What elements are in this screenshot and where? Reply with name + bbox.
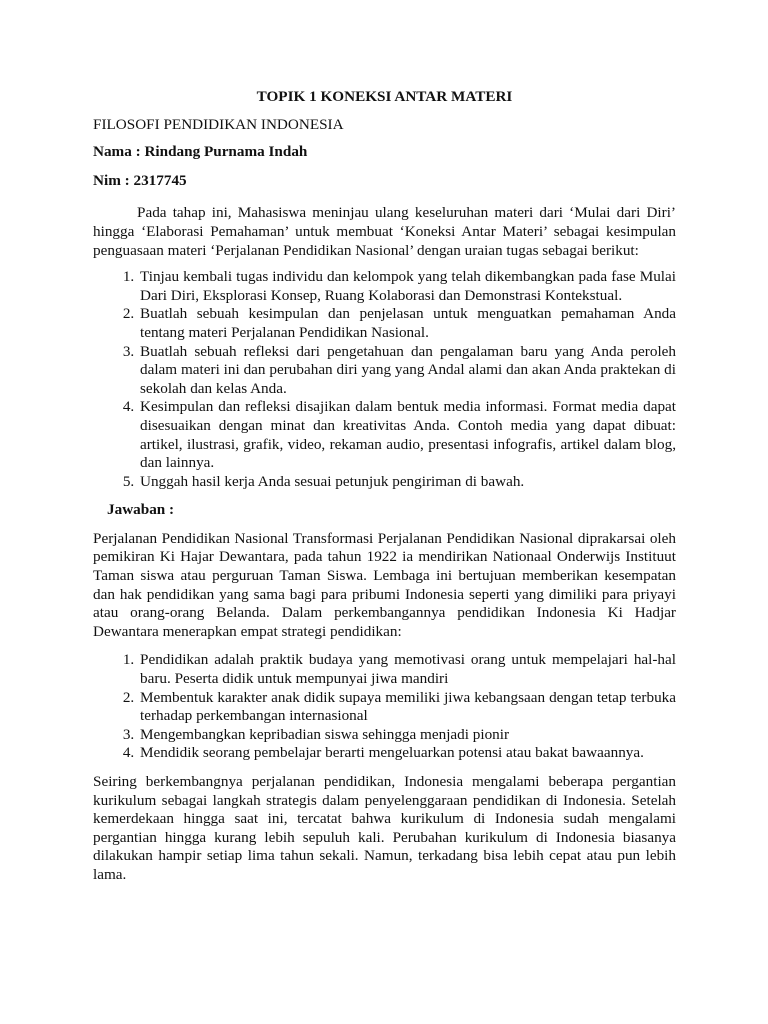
student-nim: Nim : 2317745 [93,171,187,189]
student-name: Nama : Rindang Purnama Indah [93,143,308,161]
task-item: 2. Buatlah sebuah kesimpulan dan penjelasan untuk menguatkan pemahaman Anda tentang materi Perjalanan Pendidikan Nasional. [138,305,676,342]
strategy-item: 1. Pendidikan adalah praktik budaya yang memotivasi orang untuk mempelajari hal-hal baru. Peserta didik untuk mempunyai jiwa mandiri [138,651,676,688]
strategy-list [93,651,676,763]
strategy-item: 3. Mengembangkan kepribadian siswa sehingga menjadi pionir [138,726,676,745]
task-list [93,268,676,491]
strategy-item: 4. Mendidik seorang pembelajar berarti mengeluarkan potensi atau bakat bawaannya. [138,744,676,763]
answer-paragraph: Perjalanan Pendidikan Nasional Transformasi Perjalanan Pendidikan Nasional diprakarsai oleh pemikiran Ki Hajar Dewantara, pada tahun 1922 ia mendirikan Nationaal Onderwijs Instituut Taman siswa atau perguruan Taman Siswa. Lembaga ini bertujuan memberikan kesempatan dan hak pendidikan yang sama bagi para pribumi Indonesia seperti yang dimiliki para priyayi atau orang-orang Belanda. Dalam perkembangannya pendidikan Indonesia Ki Hadjar Dewantara menerapkan empat strategi pendidikan: [93,529,676,640]
task-item: 4. Kesimpulan dan refleksi disajikan dalam bentuk media informasi. Format media dapat disesuaikan dengan minat dan kreativitas Anda. Contoh media yang dapat dibuat: artikel, ilustrasi, grafik, video, rekaman audio, presentasi infografis, artikel dalam blog, dan lainnya. [138,398,676,472]
task-item: 1. Tinjau kembali tugas individu dan kelompok yang telah dikembangkan pada fase Mulai Dari Diri, Eksplorasi Konsep, Ruang Kolaborasi dan Demonstrasi Kontekstual. [138,268,676,305]
document-title: TOPIK 1 KONEKSI ANTAR MATERI [256,88,513,105]
answer-heading: Jawaban : [107,501,175,519]
task-item: 3. Buatlah sebuah refleksi dari pengetahuan dan pengalaman baru yang Anda peroleh dalam materi ini dan perubahan diri yang yang Andal alami dan akan Anda praktekan di sekolah dan kelas Anda. [138,343,676,399]
document-page [93,88,676,895]
task-item: 5. Unggah hasil kerja Anda sesuai petunjuk pengiriman di bawah. [138,473,676,492]
subject-line: FILOSOFI PENDIDIKAN INDONESIA [93,115,344,133]
intro-paragraph: Pada tahap ini, Mahasiswa meninjau ulang keseluruhan materi dari ‘Mulai dari Diri’ hingga ‘Elaborasi Pemahaman’ untuk membuat ‘Koneksi Antar Materi’ sebagai kesimpulan penguasaan materi ‘Perjalanan Pendidikan Nasional’ dengan uraian tugas sebagai berikut: [93,204,676,259]
answer-paragraph: Seiring berkembangnya perjalanan pendidikan, Indonesia mengalami beberapa pergantian kurikulum sebagai langkah strategis dalam penyelenggaraan pendidikan di Indonesia. Setelah kemerdekaan hingga saat ini, tercatat bahwa kurikulum di Indonesia sudah mengalami pergantian hingga kurang lebih sepuluh kali. Perubahan kurikulum di Indonesia biasanya dilakukan hampir setiap lima tahun sekali. Namun, terkadang bisa lebih cepat atau pun lebih lama. [93,773,676,883]
strategy-item: 2. Membentuk karakter anak didik supaya memiliki jiwa kebangsaan dengan tetap terbuka terhadap perkembangan internasional [138,689,676,726]
